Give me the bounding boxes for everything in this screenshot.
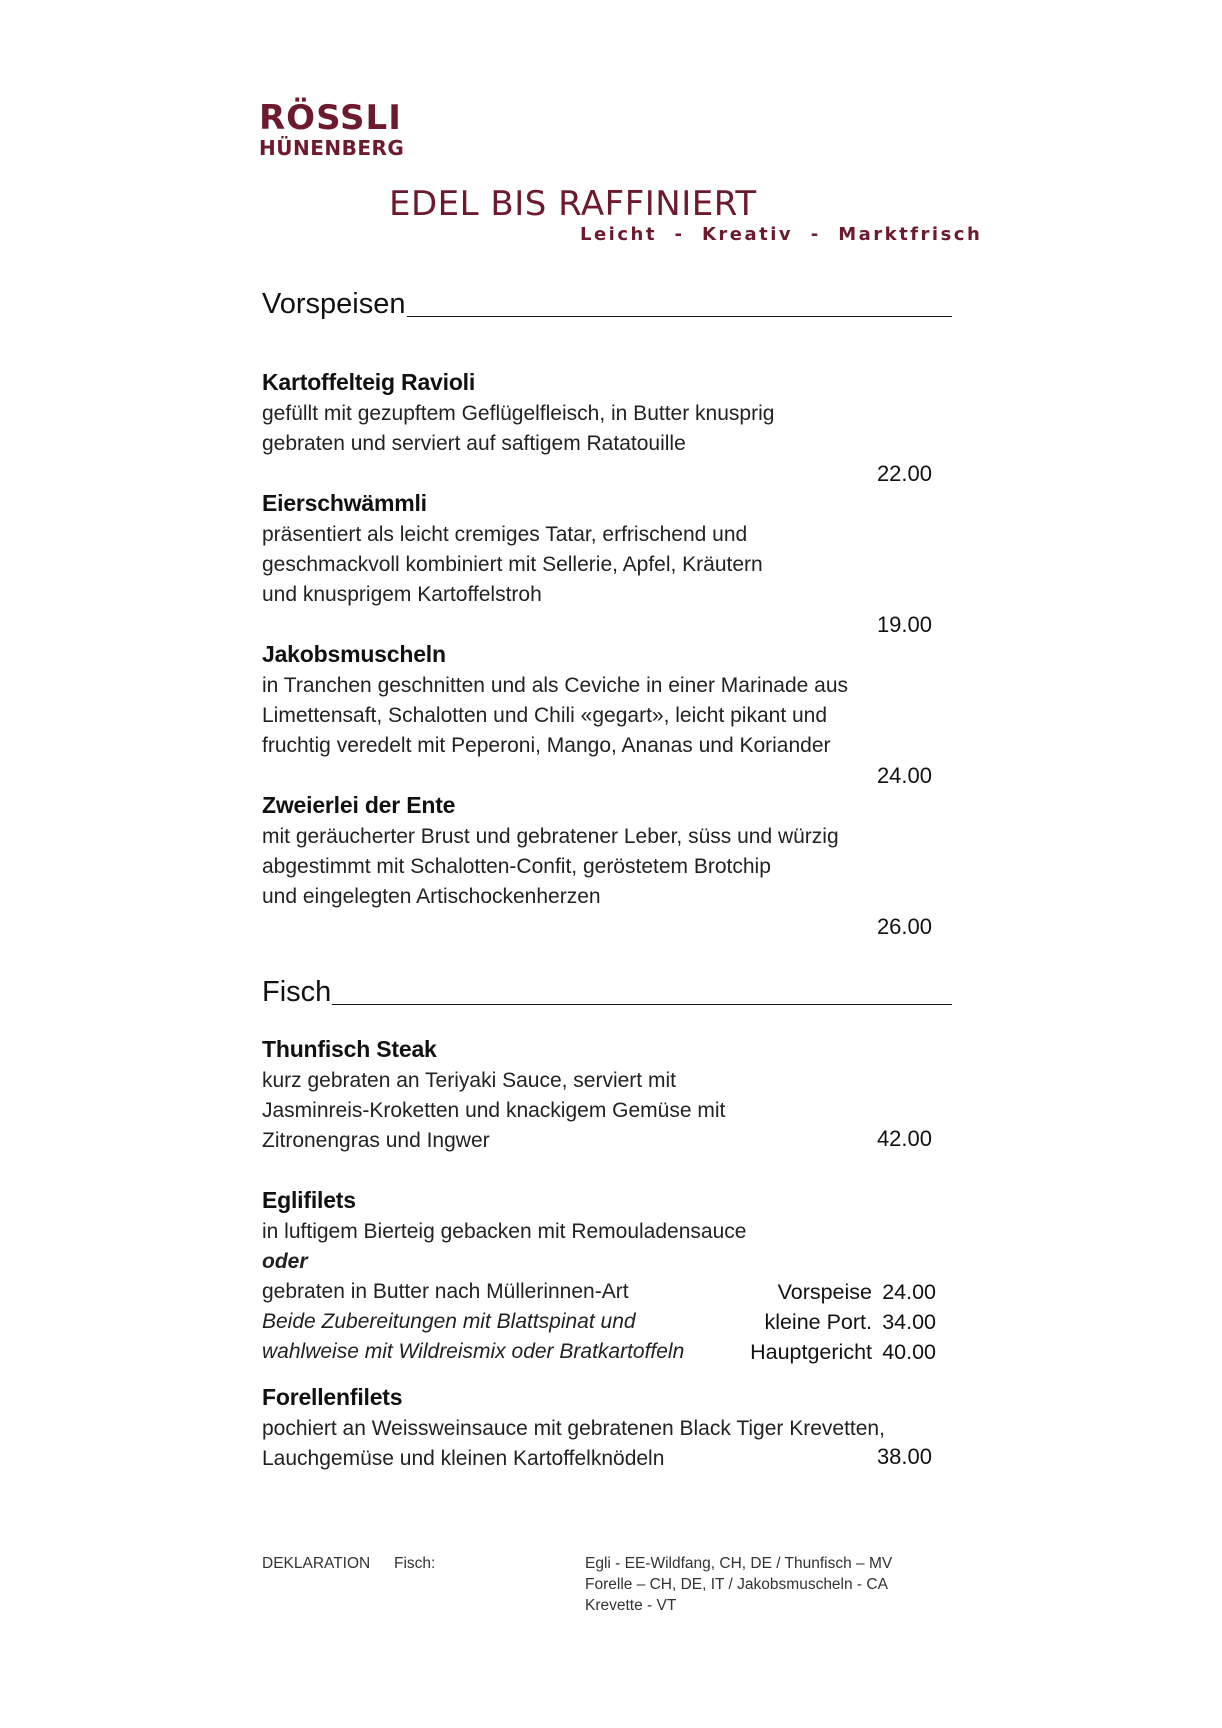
dish-name: Forellenfilets: [262, 1384, 403, 1410]
dish-description: [262, 399, 774, 459]
brand-logo-line2: HÜNENBERG: [259, 136, 405, 160]
dish-price: 42.00: [876, 1126, 932, 1151]
description-line: gebraten in Butter nach Müllerinnen-Art: [262, 1280, 629, 1303]
portion-label: kleine Port.: [764, 1310, 872, 1334]
dish-price: 38.00: [876, 1444, 932, 1469]
description-line: Lauchgemüse und kleinen Kartoffelknödeln: [262, 1447, 665, 1470]
declaration-label: DEKLARATION: [262, 1555, 371, 1572]
description-line: geschmackvoll kombiniert mit Sellerie, Apfel, Kräutern: [262, 553, 763, 576]
portion-price: 34.00: [882, 1310, 936, 1334]
declaration-origins: [585, 1553, 892, 1616]
description-line: wahlweise mit Wildreismix oder Bratkartoffeln: [262, 1340, 685, 1363]
dish-name: Kartoffelteig Ravioli: [262, 369, 476, 395]
tagline-title: EDEL BIS RAFFINIERT: [389, 184, 757, 224]
description-line: und eingelegten Artischockenherzen: [262, 885, 601, 908]
dish-description: [262, 1414, 885, 1474]
dish-name: Eglifilets: [262, 1187, 356, 1213]
description-line: gebraten und serviert auf saftigem Ratatouille: [262, 432, 686, 455]
brand-logo-line1: RÖSSLI: [259, 98, 402, 138]
declaration-category: Fisch:: [394, 1555, 436, 1572]
description-line: kurz gebraten an Teriyaki Sauce, serviert mit: [262, 1069, 676, 1092]
declaration-line: Krevette - VT: [585, 1597, 677, 1614]
description-line: pochiert an Weissweinsauce mit gebratenen Black Tiger Krevetten,: [262, 1417, 885, 1440]
dish-description: [262, 520, 763, 610]
portion-price: 24.00: [882, 1280, 936, 1304]
section-rule: [332, 1004, 952, 1005]
dish-price: 22.00: [876, 461, 932, 486]
description-line: präsentiert als leicht cremiges Tatar, erfrischend und: [262, 523, 748, 546]
dish-name: Zweierlei der Ente: [262, 792, 456, 818]
section-title: Vorspeisen: [262, 288, 406, 320]
dish-name: Eierschwämmli: [262, 490, 427, 516]
dish-description: [262, 1217, 746, 1367]
description-line: Beide Zubereitungen mit Blattspinat und: [262, 1310, 636, 1333]
dish-price: 19.00: [876, 612, 932, 637]
description-line: mit geräucherter Brust und gebratener Leber, süss und würzig: [262, 825, 839, 848]
dish-price: 24.00: [876, 763, 932, 788]
section-title: Fisch: [262, 976, 332, 1008]
description-line: und knusprigem Kartoffelstroh: [262, 583, 542, 606]
declaration-line: Forelle – CH, DE, IT / Jakobsmuscheln - CA: [585, 1576, 888, 1593]
portion-label: Hauptgericht: [750, 1340, 872, 1364]
tagline-subtitle: Leicht - Kreativ - Marktfrisch: [580, 224, 983, 245]
description-line: abgestimmt mit Schalotten-Confit, geröstetem Brotchip: [262, 855, 771, 878]
section-heading-vorspeisen: [262, 288, 952, 321]
description-line: Jasminreis-Kroketten und knackigem Gemüse mit: [262, 1099, 726, 1122]
description-line: in Tranchen geschnitten und als Ceviche in einer Marinade aus: [262, 674, 849, 697]
description-line: Zitronengras und Ingwer: [262, 1129, 490, 1152]
description-line: in luftigem Bierteig gebacken mit Remouladensauce: [262, 1220, 747, 1243]
portion-price: 40.00: [882, 1340, 936, 1364]
portion-row: [750, 1307, 936, 1337]
dish-name: Jakobsmuscheln: [262, 641, 446, 667]
dish-price: 26.00: [876, 914, 932, 939]
dish-description: [262, 822, 839, 912]
description-line: fruchtig veredelt mit Peperoni, Mango, Ananas und Koriander: [262, 734, 831, 757]
portion-row: [750, 1277, 936, 1307]
portion-label: Vorspeise: [777, 1280, 872, 1304]
description-line: gefüllt mit gezupftem Geflügelfleisch, in Butter knusprig: [262, 402, 775, 425]
dish-description: [262, 1066, 725, 1156]
section-heading-fisch: [262, 976, 952, 1009]
dish-name: Thunfisch Steak: [262, 1036, 437, 1062]
declaration-line: Egli - EE-Wildfang, CH, DE / Thunfisch – MV: [585, 1555, 893, 1572]
dish-description: [262, 671, 848, 761]
section-rule: [407, 316, 953, 317]
portion-row: [750, 1337, 936, 1367]
description-line: Limettensaft, Schalotten und Chili «gegart», leicht pikant und: [262, 704, 828, 727]
description-or: oder: [262, 1250, 308, 1273]
portion-sizes: [750, 1277, 936, 1367]
